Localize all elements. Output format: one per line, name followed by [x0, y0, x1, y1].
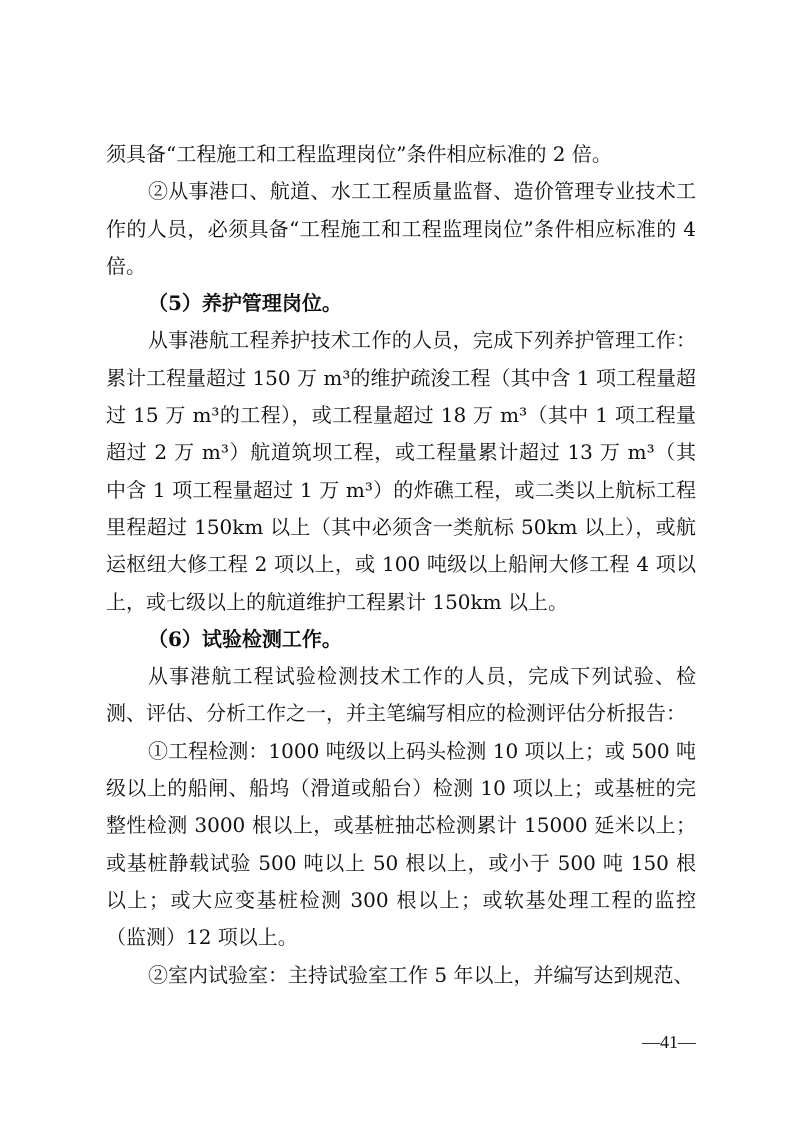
paragraph-continuation: 须具备“工程施工和工程监理岗位”条件相应标准的 2 倍。 — [106, 142, 612, 166]
heading-maintenance-management: （5）养护管理岗位。 — [148, 291, 342, 316]
page-number: —41— — [642, 1032, 696, 1052]
paragraph-testing-intro: 从事港航工程试验检测技术工作的人员，完成下列试验、检测、评估、分析工作之一，并主笔编写相应的检测评估分析报告： — [106, 664, 696, 726]
paragraph-item-2: ②从事港口、航道、水工工程质量监督、造价管理专业技术工作的人员，必须具备“工程施工和工程监理岗位”条件相应标准的 4 倍。 — [106, 179, 696, 278]
paragraph-engineering-inspection: ①工程检测：1000 吨级以上码头检测 10 项以上；或 500 吨级以上的船闸、船坞（滑道或船台）检测 10 项以上；或基桩的完整性检测 3000 根以上，或基桩抽芯检测累计 15000 延米以上；或基桩静载试验 500 吨以上 50 根以上，或小于 500 吨 150 根以上；或大应变基桩检测 300 根以上；或软基处理工程的监控（监测）12 项以上。 — [106, 738, 696, 950]
paragraph-maintenance-requirements: 从事港航工程养护技术工作的人员，完成下列养护管理工作：累计工程量超过 150 万 m³的维护疏浚工程（其中含 1 项工程量超过 15 万 m³的工程），或工程量超过 18 万 m³（其中 1 项工程量超过 2 万 m³）航道筑坝工程，或工程量累计超过 13 万 m³（其中含 1 项工程量超过 1 万 m³）的炸礁工程，或二类以上航标工程里程超过 150km 以上（其中必须含一类航标 50km 以上），或航运枢纽大修工程 2 项以上，或 100 吨级以上船闸大修工程 4 项以上，或七级以上的航道维护工程累计 150km 以上。 — [106, 328, 696, 614]
heading-testing-inspection: （6）试验检测工作。 — [148, 626, 342, 651]
page-body — [106, 136, 696, 994]
paragraph-indoor-laboratory: ②室内试验室：主持试验室工作 5 年以上，并编写达到规范、 — [148, 962, 694, 987]
